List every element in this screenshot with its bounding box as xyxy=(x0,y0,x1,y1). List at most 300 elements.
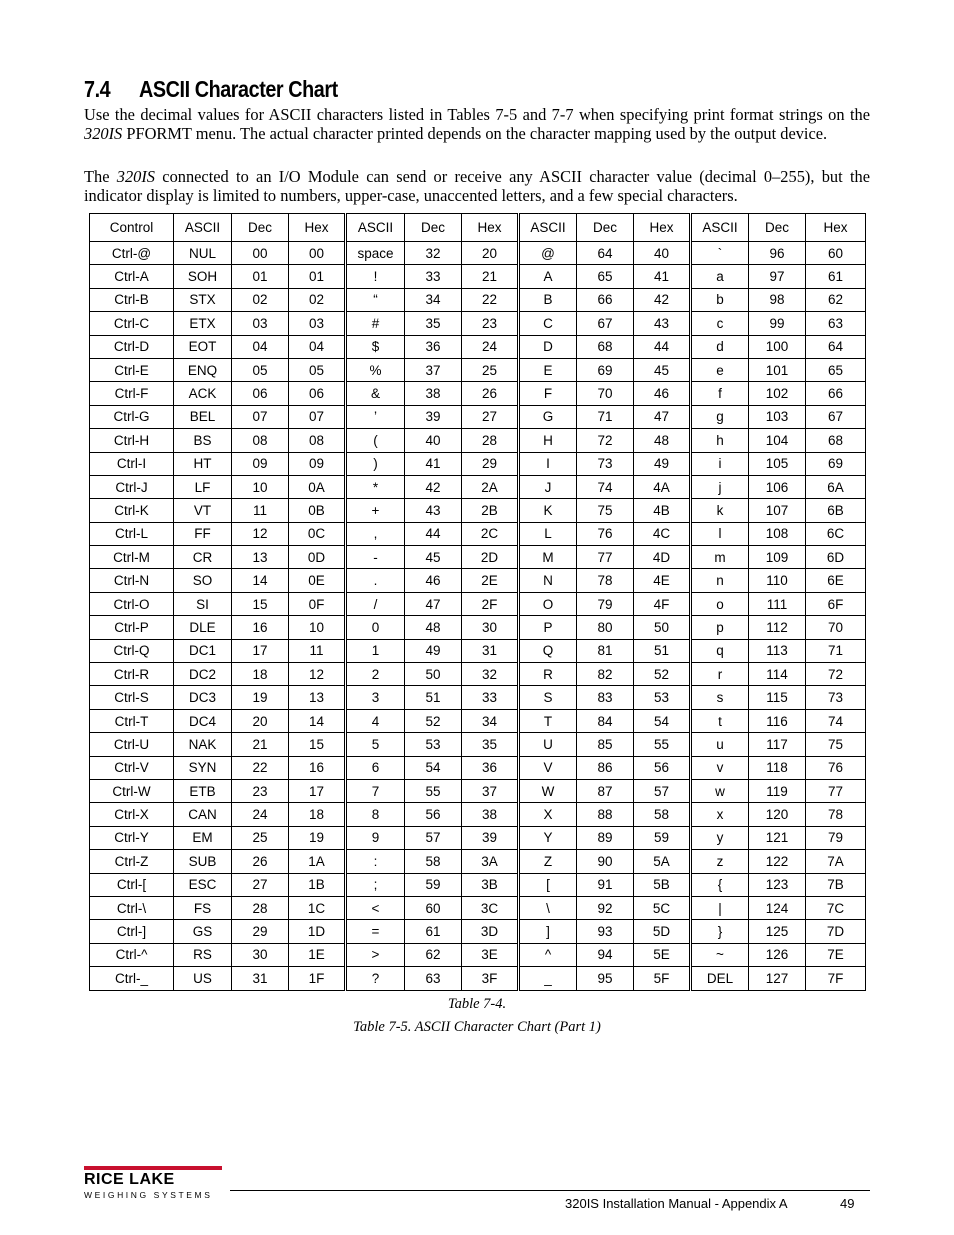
table-cell: } xyxy=(691,920,749,943)
paragraph-text: Use the decimal values for ASCII characters listed in Tables 7-5 and 7-7 when specifying print format strings on the xyxy=(84,105,870,124)
table-cell: SOH xyxy=(174,265,232,288)
table-cell: 36 xyxy=(405,335,462,358)
table-cell: 9 xyxy=(346,826,405,849)
table-cell: Ctrl-R xyxy=(90,663,174,686)
table-cell: 13 xyxy=(232,546,289,569)
column-header: ASCII xyxy=(174,214,232,242)
intro-paragraph xyxy=(84,105,870,143)
table-cell: 4B xyxy=(634,499,691,522)
table-cell: Ctrl-H xyxy=(90,429,174,452)
table-cell: z xyxy=(691,850,749,873)
table-cell: 44 xyxy=(634,335,691,358)
table-cell: 105 xyxy=(749,452,806,475)
table-cell: 69 xyxy=(577,358,634,381)
table-cell: 3F xyxy=(462,967,519,990)
table-cell: 07 xyxy=(289,405,346,428)
table-cell: 34 xyxy=(462,709,519,732)
table-cell: 106 xyxy=(749,475,806,498)
table-cell: 3 xyxy=(346,686,405,709)
table-cell: 121 xyxy=(749,826,806,849)
table-cell: 30 xyxy=(232,943,289,966)
table-cell: CAN xyxy=(174,803,232,826)
table-cell: 23 xyxy=(232,779,289,802)
table-cell: 79 xyxy=(577,592,634,615)
table-cell: SI xyxy=(174,592,232,615)
table-cell: 7C xyxy=(806,896,866,919)
table-cell: m xyxy=(691,546,749,569)
table-cell: P xyxy=(519,616,577,639)
table-cell: 4D xyxy=(634,546,691,569)
table-cell: 5F xyxy=(634,967,691,990)
table-cell: 111 xyxy=(749,592,806,615)
table-cell: C xyxy=(519,312,577,335)
table-cell: 29 xyxy=(232,920,289,943)
section-title: ASCII Character Chart xyxy=(139,76,338,102)
table-cell: 80 xyxy=(577,616,634,639)
table-cell: 3D xyxy=(462,920,519,943)
table-cell: ’ xyxy=(346,405,405,428)
page-number: 49 xyxy=(840,1196,855,1211)
table-cell: 33 xyxy=(462,686,519,709)
table-cell: 65 xyxy=(577,265,634,288)
table-row xyxy=(90,405,866,428)
table-cell: 118 xyxy=(749,756,806,779)
table-cell: 05 xyxy=(289,358,346,381)
table-cell: 05 xyxy=(232,358,289,381)
table-cell: 24 xyxy=(462,335,519,358)
table-cell: 77 xyxy=(577,546,634,569)
table-cell: 14 xyxy=(232,569,289,592)
table-cell: 77 xyxy=(806,779,866,802)
table-cell: 66 xyxy=(577,288,634,311)
table-cell: _ xyxy=(519,967,577,990)
table-cell: 52 xyxy=(405,709,462,732)
table-cell: 29 xyxy=(462,452,519,475)
table-cell: Ctrl-Y xyxy=(90,826,174,849)
table-cell: 2E xyxy=(462,569,519,592)
table-cell: 104 xyxy=(749,429,806,452)
table-cell: 08 xyxy=(289,429,346,452)
table-cell: 03 xyxy=(232,312,289,335)
table-cell: | xyxy=(691,896,749,919)
table-cell: 49 xyxy=(634,452,691,475)
table-cell: 7A xyxy=(806,850,866,873)
table-row xyxy=(90,382,866,405)
table-cell: 31 xyxy=(232,967,289,990)
table-cell: 47 xyxy=(405,592,462,615)
table-cell: 63 xyxy=(405,967,462,990)
table-cell: 24 xyxy=(232,803,289,826)
table-cell: 73 xyxy=(577,452,634,475)
table-cell: 127 xyxy=(749,967,806,990)
table-cell: 103 xyxy=(749,405,806,428)
table-cell: U xyxy=(519,733,577,756)
table-cell: 68 xyxy=(806,429,866,452)
table-cell: Ctrl-@ xyxy=(90,242,174,265)
section-heading xyxy=(84,76,338,103)
table-row xyxy=(90,312,866,335)
table-cell: 70 xyxy=(577,382,634,405)
table-cell: 04 xyxy=(289,335,346,358)
table-cell: 0 xyxy=(346,616,405,639)
table-cell: 98 xyxy=(749,288,806,311)
table-cell: 18 xyxy=(289,803,346,826)
table-row xyxy=(90,358,866,381)
table-cell: 6 xyxy=(346,756,405,779)
table-cell: 6C xyxy=(806,522,866,545)
table-cell: 2F xyxy=(462,592,519,615)
column-header: ASCII xyxy=(519,214,577,242)
table-cell: 30 xyxy=(462,616,519,639)
table-cell: 19 xyxy=(289,826,346,849)
logo-subtext: WEIGHING SYSTEMS xyxy=(84,1190,213,1200)
table-cell: 112 xyxy=(749,616,806,639)
table-cell: 3B xyxy=(462,873,519,896)
table-cell: US xyxy=(174,967,232,990)
table-cell: 15 xyxy=(289,733,346,756)
table-cell: 33 xyxy=(405,265,462,288)
table-cell: 23 xyxy=(462,312,519,335)
table-cell: 88 xyxy=(577,803,634,826)
table-cell: 5C xyxy=(634,896,691,919)
table-cell: 63 xyxy=(806,312,866,335)
table-cell: 122 xyxy=(749,850,806,873)
ascii-chart-table xyxy=(89,213,866,991)
table-row xyxy=(90,288,866,311)
table-cell: 74 xyxy=(577,475,634,498)
table-cell: 6A xyxy=(806,475,866,498)
table-cell: W xyxy=(519,779,577,802)
table-cell: ! xyxy=(346,265,405,288)
table-cell: 85 xyxy=(577,733,634,756)
table-cell: 50 xyxy=(634,616,691,639)
table-cell: 38 xyxy=(405,382,462,405)
table-cell: 1 xyxy=(346,639,405,662)
table-cell: 7B xyxy=(806,873,866,896)
table-cell: % xyxy=(346,358,405,381)
table-cell: FF xyxy=(174,522,232,545)
table-cell: 55 xyxy=(405,779,462,802)
table-row xyxy=(90,265,866,288)
table-cell: 00 xyxy=(232,242,289,265)
table-cell: 46 xyxy=(634,382,691,405)
table-cell: 51 xyxy=(634,639,691,662)
table-cell: * xyxy=(346,475,405,498)
table-cell: [ xyxy=(519,873,577,896)
table-row xyxy=(90,242,866,265)
table-cell: x xyxy=(691,803,749,826)
table-cell: 58 xyxy=(634,803,691,826)
table-cell: Ctrl-U xyxy=(90,733,174,756)
table-cell: 78 xyxy=(806,803,866,826)
table-cell: 6D xyxy=(806,546,866,569)
table-cell: Ctrl-N xyxy=(90,569,174,592)
table-cell: 76 xyxy=(577,522,634,545)
table-cell: 20 xyxy=(462,242,519,265)
rice-lake-logo xyxy=(84,1166,224,1202)
table-cell: K xyxy=(519,499,577,522)
column-header: Hex xyxy=(806,214,866,242)
table-cell: $ xyxy=(346,335,405,358)
table-cell: 79 xyxy=(806,826,866,849)
table-cell: 42 xyxy=(405,475,462,498)
table-cell: 56 xyxy=(634,756,691,779)
table-cell: 2C xyxy=(462,522,519,545)
table-cell: Ctrl-B xyxy=(90,288,174,311)
table-cell: 47 xyxy=(634,405,691,428)
table-cell: 61 xyxy=(806,265,866,288)
table-cell: ETB xyxy=(174,779,232,802)
table-cell: 11 xyxy=(289,639,346,662)
table-cell: / xyxy=(346,592,405,615)
table-cell: GS xyxy=(174,920,232,943)
table-cell: 5B xyxy=(634,873,691,896)
table-cell: Ctrl-C xyxy=(90,312,174,335)
table-cell: I xyxy=(519,452,577,475)
table-cell: 4E xyxy=(634,569,691,592)
table-cell: S xyxy=(519,686,577,709)
table-cell: 54 xyxy=(634,709,691,732)
table-cell: 5E xyxy=(634,943,691,966)
table-cell: Y xyxy=(519,826,577,849)
table-cell: 0A xyxy=(289,475,346,498)
table-cell: 57 xyxy=(634,779,691,802)
table-cell: 14 xyxy=(289,709,346,732)
table-cell: i xyxy=(691,452,749,475)
table-cell: 95 xyxy=(577,967,634,990)
table-cell: N xyxy=(519,569,577,592)
table-cell: 1F xyxy=(289,967,346,990)
table-cell: ~ xyxy=(691,943,749,966)
table-row xyxy=(90,779,866,802)
table-cell: 75 xyxy=(806,733,866,756)
table-cell: 45 xyxy=(405,546,462,569)
table-cell: Ctrl-A xyxy=(90,265,174,288)
table-cell: 71 xyxy=(577,405,634,428)
table-cell: 1A xyxy=(289,850,346,873)
table-cell: 28 xyxy=(232,896,289,919)
table-row xyxy=(90,522,866,545)
table-cell: J xyxy=(519,475,577,498)
table-cell: 32 xyxy=(405,242,462,265)
table-row xyxy=(90,826,866,849)
table-cell: 09 xyxy=(289,452,346,475)
table-cell: 60 xyxy=(405,896,462,919)
table-cell: 126 xyxy=(749,943,806,966)
table-cell: 01 xyxy=(232,265,289,288)
table-cell: = xyxy=(346,920,405,943)
table-cell: 35 xyxy=(462,733,519,756)
table-cell: G xyxy=(519,405,577,428)
table-cell: ] xyxy=(519,920,577,943)
table-cell: 6E xyxy=(806,569,866,592)
table-cell: 12 xyxy=(232,522,289,545)
table-cell: Ctrl-G xyxy=(90,405,174,428)
table-cell: NAK xyxy=(174,733,232,756)
table-cell: 19 xyxy=(232,686,289,709)
table-cell: 43 xyxy=(405,499,462,522)
table-cell: Ctrl-P xyxy=(90,616,174,639)
table-cell: 01 xyxy=(289,265,346,288)
table-cell: 5A xyxy=(634,850,691,873)
table-cell: 73 xyxy=(806,686,866,709)
column-header: Dec xyxy=(232,214,289,242)
table-cell: 39 xyxy=(405,405,462,428)
table-cell: Ctrl-_ xyxy=(90,967,174,990)
table-cell: 110 xyxy=(749,569,806,592)
table-cell: BS xyxy=(174,429,232,452)
table-cell: 04 xyxy=(232,335,289,358)
table-cell: Ctrl-D xyxy=(90,335,174,358)
table-cell: 89 xyxy=(577,826,634,849)
table-cell: 03 xyxy=(289,312,346,335)
table-cell: l xyxy=(691,522,749,545)
table-cell: 45 xyxy=(634,358,691,381)
table-cell: R xyxy=(519,663,577,686)
table-row xyxy=(90,967,866,990)
table-cell: 42 xyxy=(634,288,691,311)
table-cell: 92 xyxy=(577,896,634,919)
table-cell: b xyxy=(691,288,749,311)
table-cell: 62 xyxy=(806,288,866,311)
table-cell: ; xyxy=(346,873,405,896)
table-row xyxy=(90,663,866,686)
table-cell: 5 xyxy=(346,733,405,756)
table-cell: 60 xyxy=(806,242,866,265)
table-cell: DC1 xyxy=(174,639,232,662)
table-cell: 102 xyxy=(749,382,806,405)
table-cell: s xyxy=(691,686,749,709)
table-cell: o xyxy=(691,592,749,615)
table-cell: ENQ xyxy=(174,358,232,381)
table-cell: 13 xyxy=(289,686,346,709)
table-row xyxy=(90,850,866,873)
table-cell: 97 xyxy=(749,265,806,288)
table-cell: 08 xyxy=(232,429,289,452)
table-row xyxy=(90,733,866,756)
table-cell: 6F xyxy=(806,592,866,615)
table-cell: 2D xyxy=(462,546,519,569)
table-cell: ` xyxy=(691,242,749,265)
table-cell: DLE xyxy=(174,616,232,639)
table-cell: L xyxy=(519,522,577,545)
table-row xyxy=(90,943,866,966)
table-cell: SUB xyxy=(174,850,232,873)
table-cell: 3C xyxy=(462,896,519,919)
table-cell: Ctrl-T xyxy=(90,709,174,732)
table-cell: 119 xyxy=(749,779,806,802)
table-cell: 16 xyxy=(232,616,289,639)
table-cell: c xyxy=(691,312,749,335)
table-row xyxy=(90,873,866,896)
table-cell: 0D xyxy=(289,546,346,569)
table-cell: 6B xyxy=(806,499,866,522)
table-cell: 2A xyxy=(462,475,519,498)
paragraph-text: connected to an I/O Module can send or receive any ASCII character value (decimal 0–255), but the indicator display is limited to numbers, upper-case, unaccented letters, and a few special characters. xyxy=(84,167,870,205)
table-row xyxy=(90,569,866,592)
table-cell: 11 xyxy=(232,499,289,522)
table-cell: BEL xyxy=(174,405,232,428)
table-cell: # xyxy=(346,312,405,335)
table-cell: - xyxy=(346,546,405,569)
table-cell: Ctrl-I xyxy=(90,452,174,475)
table-cell: Ctrl-E xyxy=(90,358,174,381)
table-cell: 49 xyxy=(405,639,462,662)
table-row xyxy=(90,592,866,615)
table-cell: 59 xyxy=(634,826,691,849)
table-cell: Ctrl-] xyxy=(90,920,174,943)
table-cell: 54 xyxy=(405,756,462,779)
table-cell: r xyxy=(691,663,749,686)
table-cell: 108 xyxy=(749,522,806,545)
table-cell: Ctrl-Z xyxy=(90,850,174,873)
table-cell: 31 xyxy=(462,639,519,662)
table-cell: 69 xyxy=(806,452,866,475)
table-cell: 75 xyxy=(577,499,634,522)
table-cell: 81 xyxy=(577,639,634,662)
table-cell: 48 xyxy=(405,616,462,639)
table-cell: Ctrl-Q xyxy=(90,639,174,662)
table-cell: 4F xyxy=(634,592,691,615)
table-cell: 74 xyxy=(806,709,866,732)
product-name: 320IS xyxy=(116,167,156,186)
table-cell: SO xyxy=(174,569,232,592)
table-cell: ( xyxy=(346,429,405,452)
table-cell: 37 xyxy=(405,358,462,381)
table-cell: Ctrl-[ xyxy=(90,873,174,896)
table-cell: Ctrl-J xyxy=(90,475,174,498)
column-header: ASCII xyxy=(346,214,405,242)
table-cell: 93 xyxy=(577,920,634,943)
table-cell: 40 xyxy=(634,242,691,265)
table-cell: + xyxy=(346,499,405,522)
table-cell: 22 xyxy=(462,288,519,311)
table-cell: 109 xyxy=(749,546,806,569)
table-cell: Ctrl-V xyxy=(90,756,174,779)
table-cell: 86 xyxy=(577,756,634,779)
table-cell: 115 xyxy=(749,686,806,709)
table-cell: 06 xyxy=(289,382,346,405)
table-cell: 83 xyxy=(577,686,634,709)
table-cell: E xyxy=(519,358,577,381)
table-row xyxy=(90,335,866,358)
table-cell: O xyxy=(519,592,577,615)
table-cell: 120 xyxy=(749,803,806,826)
column-header: Control xyxy=(90,214,174,242)
column-header: ASCII xyxy=(691,214,749,242)
table-cell: 15 xyxy=(232,592,289,615)
table-cell: 53 xyxy=(634,686,691,709)
table-caption-1: Table 7-4. xyxy=(447,996,507,1012)
table-cell: 09 xyxy=(232,452,289,475)
table-cell: 117 xyxy=(749,733,806,756)
table-cell: RS xyxy=(174,943,232,966)
table-cell: 78 xyxy=(577,569,634,592)
column-header: Hex xyxy=(462,214,519,242)
table-cell: 5D xyxy=(634,920,691,943)
table-cell: 17 xyxy=(232,639,289,662)
table-cell: f xyxy=(691,382,749,405)
table-row xyxy=(90,616,866,639)
logo-red-bar xyxy=(84,1166,222,1170)
table-cell: Ctrl-M xyxy=(90,546,174,569)
table-cell: u xyxy=(691,733,749,756)
table-cell: , xyxy=(346,522,405,545)
paragraph-text: The xyxy=(84,167,117,186)
table-cell: k xyxy=(691,499,749,522)
column-header: Dec xyxy=(577,214,634,242)
table-cell: 107 xyxy=(749,499,806,522)
